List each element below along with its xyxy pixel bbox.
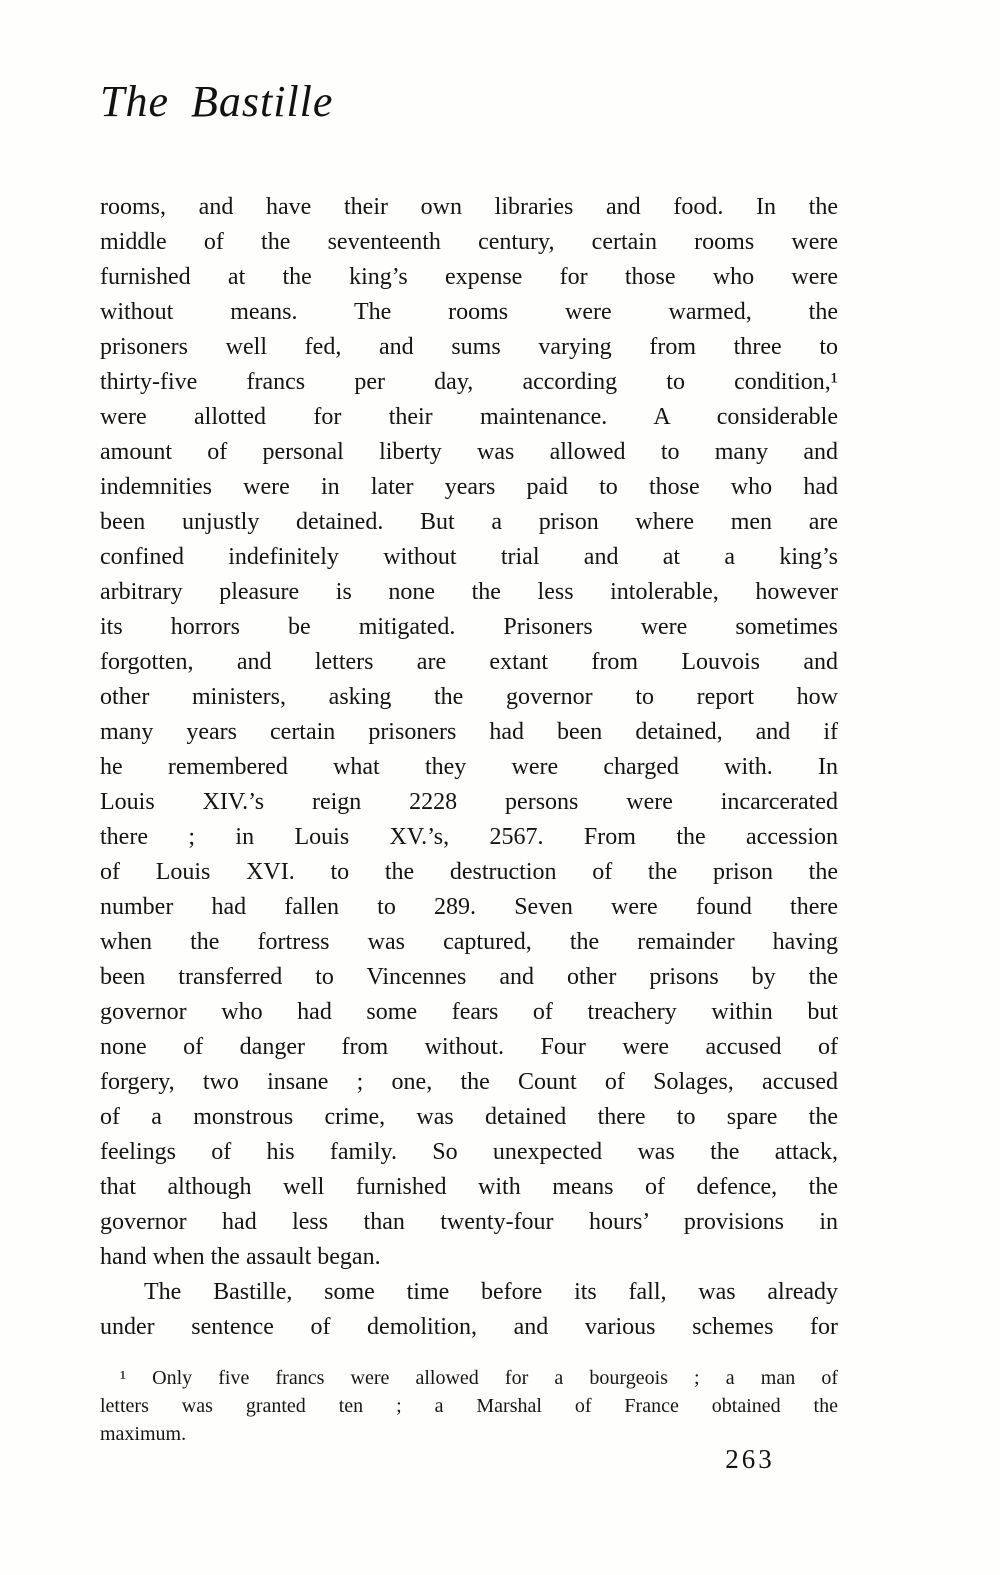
text-line: arbitrary pleasure is none the less intolerable, however — [100, 579, 838, 605]
text-line: prisoners well fed, and sums varying from three to — [100, 334, 838, 360]
page-number: 263 — [725, 1444, 775, 1474]
paragraph-second — [100, 1275, 838, 1345]
text-line: indemnities were in later years paid to those who had — [100, 474, 838, 500]
text-line: of Louis XVI. to the destruction of the prison the — [100, 859, 838, 885]
text-line: Louis XIV.’s reign 2228 persons were incarcerated — [100, 789, 838, 815]
text-line: thirty-five francs per day, according to condition,¹ — [100, 369, 838, 395]
text-line: other ministers, asking the governor to report how — [100, 684, 838, 710]
text-line: when the fortress was captured, the remainder having — [100, 929, 838, 955]
text-line: number had fallen to 289. Seven were found there — [100, 894, 838, 920]
text-line: there ; in Louis XV.’s, 2567. From the accession — [100, 824, 838, 850]
text-line: been unjustly detained. But a prison where men are — [100, 509, 838, 535]
text-line: many years certain prisoners had been detained, and if — [100, 719, 838, 745]
text-line: were allotted for their maintenance. A considerable — [100, 404, 838, 430]
footnote-line: letters was granted ten ; a Marshal of France obtained the — [100, 1395, 838, 1417]
text-line: hand when the assault began. — [100, 1244, 381, 1270]
text-line: middle of the seventeenth century, certain rooms were — [100, 229, 838, 255]
text-line: under sentence of demolition, and various schemes for — [100, 1314, 838, 1340]
text-line: feelings of his family. So unexpected was the attack, — [100, 1139, 838, 1165]
text-line: governor who had some fears of treachery within but — [100, 999, 838, 1025]
footnote-line: maximum. — [100, 1423, 187, 1445]
text-line: he remembered what they were charged with. In — [100, 754, 838, 780]
text-line: furnished at the king’s expense for those who were — [100, 264, 838, 290]
footnote — [100, 1364, 838, 1448]
text-line: without means. The rooms were warmed, the — [100, 299, 838, 325]
text-line: its horrors be mitigated. Prisoners were sometimes — [100, 614, 838, 640]
running-title: The Bastille — [100, 77, 334, 126]
text-line: that although well furnished with means of defence, the — [100, 1174, 838, 1200]
body-text — [100, 190, 838, 1345]
text-line: forgery, two insane ; one, the Count of Solages, accused — [100, 1069, 838, 1095]
footnote-line: ¹ Only five francs were allowed for a bourgeois ; a man of — [120, 1367, 838, 1389]
text-line: forgotten, and letters are extant from Louvois and — [100, 649, 838, 675]
paragraph-main — [100, 190, 838, 1275]
text-line: The Bastille, some time before its fall, was already — [144, 1279, 838, 1305]
text-line: been transferred to Vincennes and other prisons by the — [100, 964, 838, 990]
text-line: of a monstrous crime, was detained there to spare the — [100, 1104, 838, 1130]
text-line: governor had less than twenty-four hours’ provisions in — [100, 1209, 838, 1235]
text-line: confined indefinitely without trial and at a king’s — [100, 544, 838, 570]
text-line: none of danger from without. Four were accused of — [100, 1034, 838, 1060]
text-line: amount of personal liberty was allowed to many and — [100, 439, 838, 465]
text-line: rooms, and have their own libraries and food. In the — [100, 194, 838, 220]
